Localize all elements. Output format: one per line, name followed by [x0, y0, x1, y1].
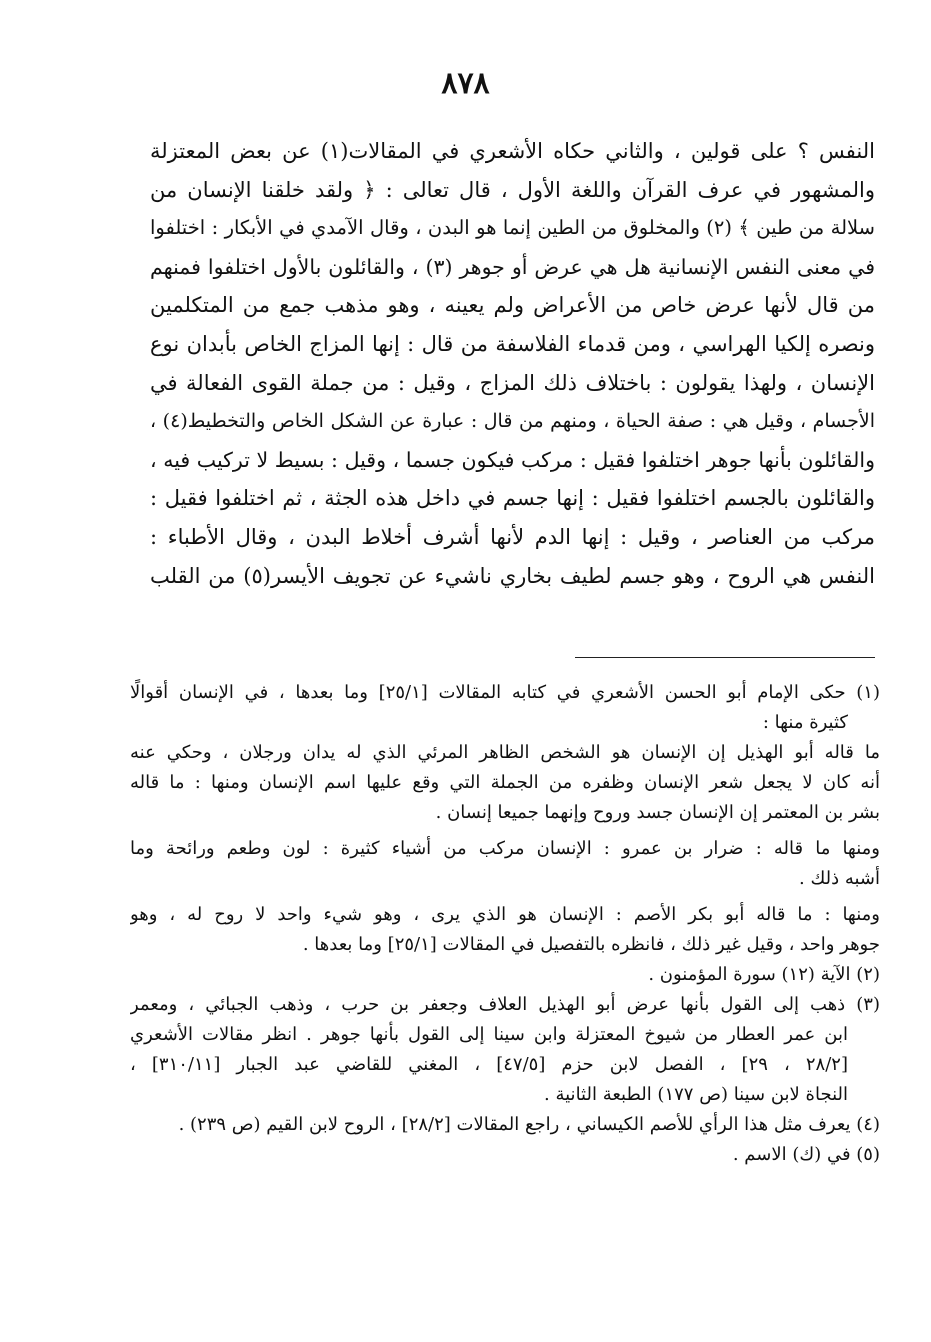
footnote-line: (٤) يعرف مثل هذا الرأي للأصم الكيساني ، راجع المقالات [٢٨/٢] ، الروح لابن القيم (ص ٢٣٩) . [178, 1114, 880, 1135]
body-line: والقائلون بأنها جوهر اختلفوا فقيل : مركب فيكون جسما ، وقيل : بسيط لا تركيب فيه ، [150, 447, 875, 472]
body-line: الإنسان ، ولهذا يقولون : باختلاف ذلك المزاج ، وقيل : من جملة القوى الفعالة في [150, 370, 875, 395]
footnote-line: (٢) الآية (١٢) سورة المؤمنون . [648, 964, 880, 985]
footnote-line: كثيرة منها : [762, 712, 848, 733]
body-line: مركب من العناصر ، وقيل : إنها الدم لأنها أشرف أخلاط البدن ، وقال الأطباء : [150, 524, 875, 549]
footnote-line: (٥) في (ك) الاسم . [732, 1144, 880, 1165]
body-line: النفس هي الروح ، وهو جسم لطيف بخاري ناشيء عن تجويف الأيسر(٥) من القلب [150, 563, 875, 588]
footnote-line: النجاة لابن سينا (ص ١٧٧) الطبعة الثانية . [544, 1084, 848, 1105]
footnote-line: ما قاله أبو الهذيل إن الإنسان هو الشخص الظاهر المرئي الذي له يدان ورجلان ، وحكي عنه [130, 742, 880, 763]
body-line: الأجسام ، وقيل هي : صفة الحياة ، ومنهم من قال : عبارة عن الشكل الخاص والتخطيط(٤) ، [150, 410, 875, 433]
footnotes [130, 678, 880, 1170]
footnote-line: [٢٨/٢ ، ٢٩] ، الفصل لابن حزم [٤٧/٥] ، المغني للقاضي عبد الجبار [٣١٠/١١] ، [130, 1054, 848, 1075]
body-line: والمشهور في عرف القرآن واللغة الأول ، قال تعالى : ﴿ ولقد خلقنا الإنسان من [150, 177, 875, 202]
footnote-line: ابن عمر العطار من شيوخ المعتزلة وابن سينا إلى القول بأنها جوهر . انظر مقالات الأشعري [130, 1024, 848, 1045]
footnote-separator [575, 657, 875, 658]
footnote-line: جوهر واحد ، وقيل غير ذلك ، فانظره بالتفصيل في المقالات [٢٥/١] وما بعدها . [302, 934, 880, 955]
body-text [150, 132, 875, 595]
body-line: النفس ؟ على قولين ، والثاني حكاه الأشعري في المقالات(١) عن بعض المعتزلة [150, 139, 875, 163]
body-line: في معنى النفس الإنسانية هل هي عرض أو جوهر (٣) ، والقائلون بالأول اختلفوا فمنهم [150, 254, 875, 279]
page-number: ٨٧٨ [441, 66, 490, 101]
body-line: ونصره إلكيا الهراسي ، ومن قدماء الفلاسفة من قال : إنها المزاج الخاص بأبدان نوع [150, 331, 875, 356]
footnote-line: بشر بن المعتمر إن الإنسان جسد وروح وإنهما جميعا إنسان . [435, 802, 880, 823]
body-line: من قال لأنها عرض خاص من الأعراض ولم يعينه ، وهو مذهب جمع من المتكلمين [150, 293, 875, 318]
body-line: والقائلون بالجسم اختلفوا فقيل : إنها جسم في داخل هذه الجثة ، ثم اختلفوا فقيل : [150, 486, 875, 511]
body-line: سلالة من طين ﴾ (٢) والمخلوق من الطين إنما هو البدن ، وقال الآمدي في الأبكار : اختلفوا [150, 216, 875, 240]
footnote-line: أشبه ذلك . [799, 868, 880, 889]
footnote-line: ومنها ما قاله : ضرار بن عمرو : الإنسان مركب من أشياء كثيرة : لون وطعم ورائحة وما [130, 838, 880, 859]
footnote-line: (٣) ذهب إلى القول بأنها عرض أبو الهذيل العلاف وجعفر بن حرب ، وذهب الجبائي ، ومعمر [130, 994, 880, 1015]
footnote-line: (١) حكى الإمام أبو الحسن الأشعري في كتابه المقالات [٢٥/١] وما بعدها ، في الإنسان أقوالًا [130, 682, 880, 703]
footnote-line: ومنها : ما قاله أبو بكر الأصم : الإنسان هو الذي يرى ، وهو شيء واحد لا روح له ، وهو [130, 904, 880, 925]
footnote-line: أنه كان لا يجعل شعر الإنسان وظفره من الجملة التي وقع عليها اسم الإنسان ومنها : ما قاله [130, 772, 880, 793]
